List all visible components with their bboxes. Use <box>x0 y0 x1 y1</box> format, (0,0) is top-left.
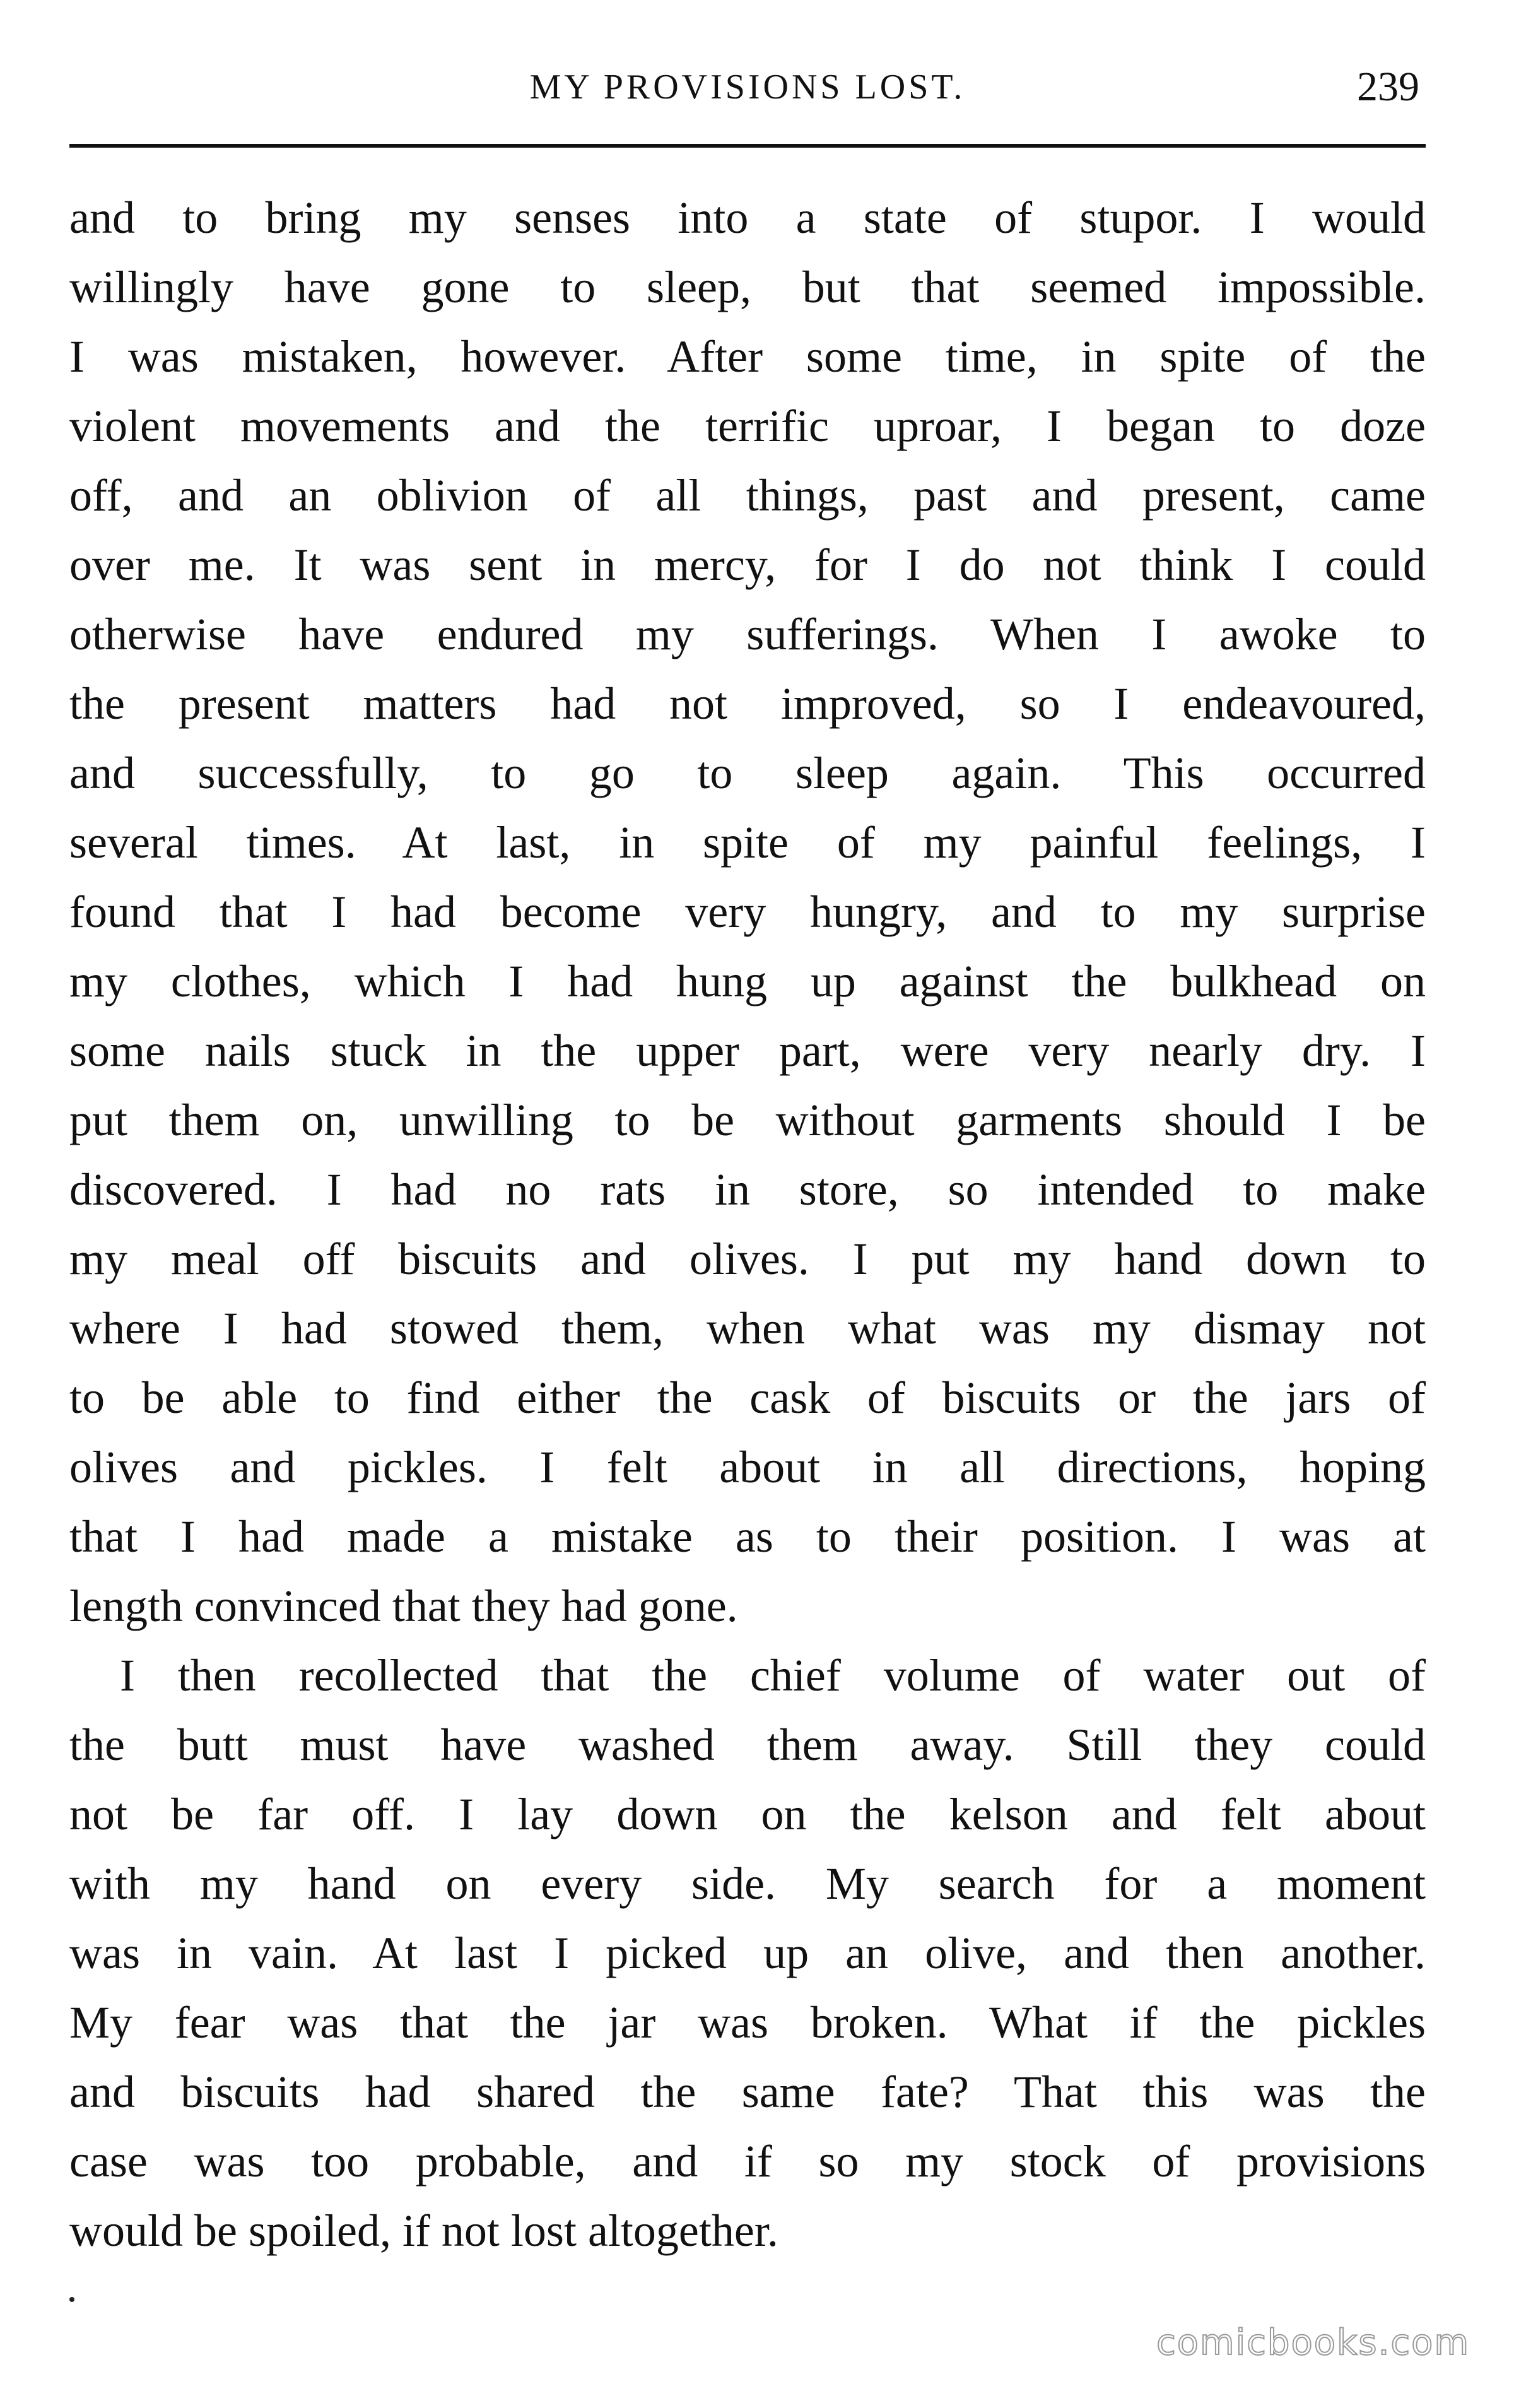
text-line: with my hand on every side. My search for a moment <box>69 1858 1426 1909</box>
header-rule <box>69 144 1426 148</box>
paragraph-1 <box>69 183 1426 1641</box>
text-line: the butt must have washed them away. Still they could <box>69 1720 1426 1770</box>
text-line: over me. It was sent in mercy, for I do not think I could <box>69 540 1426 590</box>
print-speck <box>69 2297 74 2302</box>
text-line: and successfully, to go to sleep again. This occurred <box>69 748 1426 798</box>
text-line: discovered. I had no rats in store, so intended to make <box>69 1164 1426 1215</box>
paragraph-2 <box>69 1641 1426 2265</box>
text-line: olives and pickles. I felt about in all directions, hoping <box>69 1442 1426 1492</box>
running-title: MY PROVISIONS LOST. <box>529 68 966 107</box>
text-line: I then recollected that the chief volume of water out of <box>120 1650 1426 1701</box>
text-line: case was too probable, and if so my stock of provisions <box>69 2136 1426 2187</box>
text-line: the present matters had not improved, so I endeavoured, <box>69 678 1426 729</box>
text-line: My fear was that the jar was broken. What if the pickles <box>69 1997 1426 2048</box>
text-line: off, and an oblivion of all things, past and present, came <box>69 470 1426 521</box>
body-text <box>69 183 1426 2265</box>
text-line: and to bring my senses into a state of stupor. I would <box>69 192 1426 243</box>
page-header <box>69 56 1426 119</box>
text-line: found that I had become very hungry, and to my surprise <box>69 887 1426 937</box>
text-line: some nails stuck in the upper part, were very nearly dry. I <box>69 1025 1426 1076</box>
text-line: length convinced that they had gone. <box>69 1581 738 1631</box>
text-line: otherwise have endured my sufferings. When I awoke to <box>69 609 1426 659</box>
text-line: put them on, unwilling to be without garments should I be <box>69 1095 1426 1145</box>
text-line: several times. At last, in spite of my painful feelings, I <box>69 817 1426 868</box>
text-line: that I had made a mistake as to their position. I was at <box>69 1511 1426 1562</box>
text-line: where I had stowed them, when what was my dismay not <box>69 1303 1426 1354</box>
text-line: to be able to find either the cask of biscuits or the jars of <box>69 1372 1426 1423</box>
text-line: and biscuits had shared the same fate? That this was the <box>69 2067 1426 2117</box>
watermark: comicbooks.com <box>1156 2322 1470 2363</box>
text-line: I was mistaken, however. After some time, in spite of the <box>69 331 1426 382</box>
page-number: 239 <box>1357 64 1419 110</box>
text-line: was in vain. At last I picked up an olive, and then another. <box>69 1928 1426 1978</box>
text-line: my meal off biscuits and olives. I put my hand down to <box>69 1234 1426 1284</box>
text-line: not be far off. I lay down on the kelson and felt about <box>69 1789 1426 1839</box>
text-line: violent movements and the terrific uproar, I began to doze <box>69 401 1426 451</box>
text-line: willingly have gone to sleep, but that seemed impossible. <box>69 262 1426 312</box>
text-line: my clothes, which I had hung up against the bulkhead on <box>69 956 1426 1006</box>
text-line: would be spoiled, if not lost altogether. <box>69 2205 778 2256</box>
